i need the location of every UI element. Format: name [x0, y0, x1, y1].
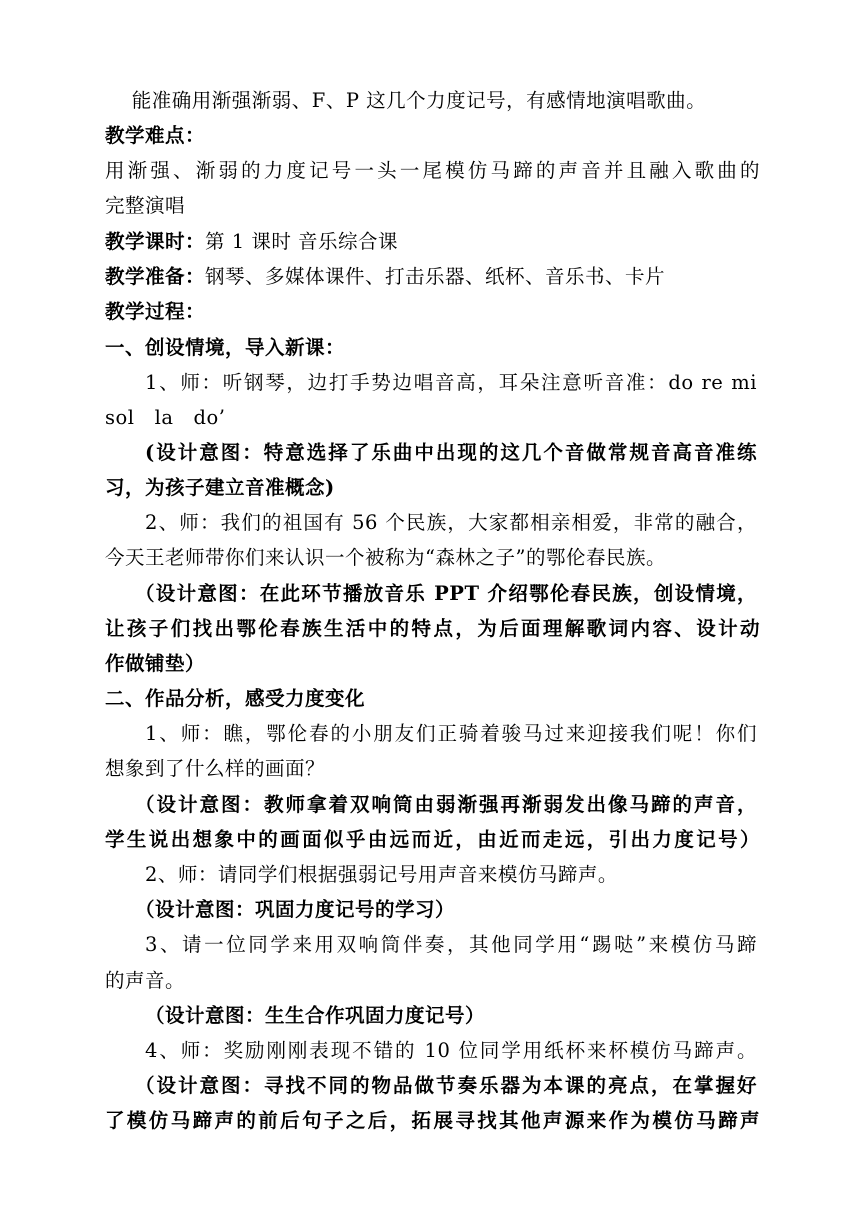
design-intent-line: (设计意图：特意选择了乐曲中出现的这几个音做常规音高音准练: [145, 441, 757, 464]
text-line: 用渐强、渐弱的力度记号一头一尾模仿马蹄的声音并且融入歌曲的: [105, 159, 760, 182]
design-intent-line: （设计意图：生生合作巩固力度记号）: [145, 1004, 486, 1027]
design-intent-line: （设计意图：教师拿着双响筒由弱渐强再渐弱发出像马蹄的声音，: [135, 793, 757, 816]
design-intent-line: （设计意图：巩固力度记号的学习）: [135, 898, 456, 921]
text-line: 的声音。: [105, 969, 186, 992]
info-line: [105, 229, 765, 255]
design-intent-line: 了模仿马蹄声的前后句子之后，拓展寻找其他声源来作为模仿马蹄声: [105, 1109, 760, 1132]
text-line: 1、师：瞧，鄂伦春的小朋友们正骑着骏马过来迎接我们呢！你们: [145, 722, 757, 745]
section-heading: 二、作品分析，感受力度变化: [105, 687, 366, 710]
field-label: 教学准备：: [105, 265, 206, 288]
text-line: 完整演唱: [105, 194, 186, 217]
text-line: sol la do’: [105, 406, 226, 429]
text-line: 4、师：奖励刚刚表现不错的 10 位同学用纸杯来杯模仿马蹄声。: [145, 1039, 757, 1062]
text-line: 3、请一位同学来用双响筒伴奏，其他同学用“踢哒”来模仿马蹄: [145, 933, 757, 956]
section-heading: 教学过程：: [105, 300, 206, 323]
section-heading: 一、创设情境，导入新课：: [105, 336, 346, 359]
design-intent-line: 让孩子们找出鄂伦春族生活中的特点，为后面理解歌词内容、设计动: [105, 617, 760, 640]
text-line: 1、师：听钢琴，边打手势边唱音高，耳朵注意听音准：do re mi: [145, 371, 757, 394]
text-line: 2、师：请同学们根据强弱记号用声音来模仿马蹄声。: [145, 863, 618, 886]
design-intent-line: 习，为孩子建立音准概念): [105, 476, 335, 499]
design-intent-line: （设计意图：在此环节播放音乐 PPT 介绍鄂伦春民族，创设情境，: [135, 582, 757, 605]
field-value: 第 1 课时 音乐综合课: [205, 230, 399, 253]
text-line: 2、师：我们的祖国有 56 个民族，大家都相亲相爱，非常的融合，: [145, 511, 757, 534]
text-line: 今天王老师带你们来认识一个被称为“森林之子”的鄂伦春民族。: [105, 546, 666, 569]
info-line: [105, 264, 765, 290]
text-line: 能准确用渐强渐弱、F、P 这几个力度记号，有感情地演唱歌曲。: [105, 89, 707, 112]
design-intent-line: 学生说出想象中的画面似乎由远而近，由近而走远，引出力度记号）: [105, 828, 760, 851]
section-heading: 教学难点：: [105, 124, 206, 147]
field-value: 钢琴、多媒体课件、打击乐器、纸杯、音乐书、卡片: [205, 265, 666, 288]
design-intent-line: 作做铺垫）: [105, 652, 206, 675]
field-label: 教学课时：: [105, 230, 206, 253]
design-intent-line: （设计意图：寻找不同的物品做节奏乐器为本课的亮点，在掌握好: [135, 1074, 757, 1097]
text-line: 想象到了什么样的画面？: [105, 757, 326, 780]
